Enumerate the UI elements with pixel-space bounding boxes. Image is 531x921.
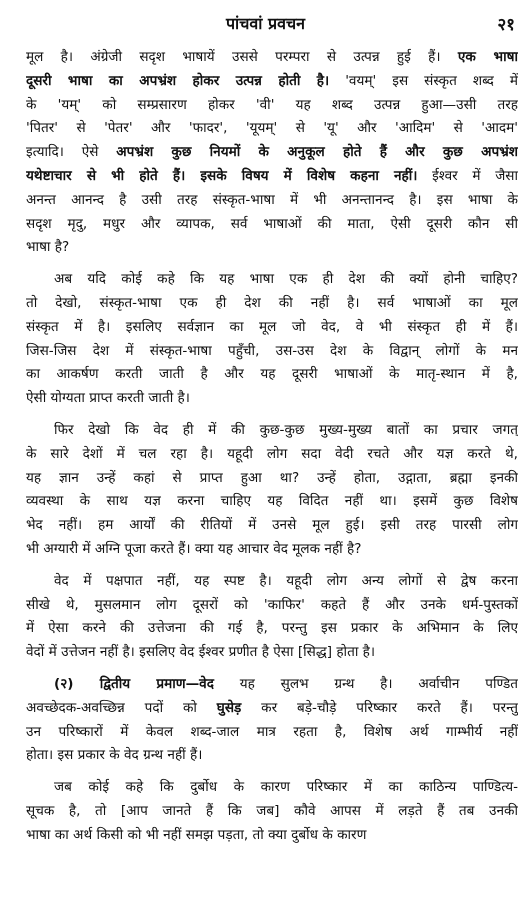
text-run: सदृश मृदु, मधुर और व्यापक, सर्व भाषाओं की माता, ऐसी दूसरी कौन सी bbox=[26, 215, 518, 232]
text-line bbox=[26, 268, 518, 292]
text-line bbox=[26, 594, 518, 618]
text-run: 'पितर' से 'पेतर' और 'फादर', 'यूयम्' से 'यू' और 'आदिम' से 'आदम' bbox=[26, 120, 518, 137]
text-line bbox=[26, 316, 518, 340]
text-line bbox=[26, 570, 518, 594]
text-run: उन परिष्कारों में केवल शब्द-जाल मात्र रहता है, विशेष अर्थ गाम्भीर्य नहीं bbox=[26, 723, 518, 740]
text-line bbox=[26, 443, 518, 467]
paragraph bbox=[26, 776, 518, 847]
text-line bbox=[26, 744, 518, 768]
text-line bbox=[26, 617, 518, 641]
text-run: कर बड़े-चौड़े परिष्कार करते हैं। परन्तु bbox=[241, 699, 518, 716]
text-line bbox=[26, 538, 518, 562]
text-line bbox=[26, 490, 518, 514]
paragraph bbox=[26, 419, 518, 562]
text-run: व्यवस्था के साथ यज्ञ करना चाहिए यह विदित नहीं था। इसमें कुछ विशेष bbox=[26, 493, 518, 510]
text-run: भी अग्यारी में अग्नि पूजा करते हैं। क्या यह आचार वेद मूलक नहीं है? bbox=[26, 540, 362, 557]
running-title: पांचवां प्रवचन bbox=[225, 14, 306, 33]
text-run: यह ज्ञान उन्हें कहां से प्राप्त हुआ था? उन्हें होता, उद्गाता, ब्रह्मा इनकी bbox=[26, 469, 518, 486]
text-run: 'वयम्' इस संस्कृत शब्द में bbox=[329, 72, 518, 89]
page-header bbox=[0, 0, 531, 44]
text-run: जब कोई कहे कि दुर्बोध के कारण परिष्कार में का काठिन्य पाण्डित्य- bbox=[54, 779, 518, 796]
text-line bbox=[26, 165, 518, 189]
text-line bbox=[26, 94, 518, 118]
text-run: वेद में पक्षपात नहीं, यह स्पष्ट है। यहूदी लोग अन्य लोगों से द्वेष करना bbox=[54, 572, 518, 589]
text-run: फिर देखो कि वेद ही में की कुछ-कुछ मुख्य-मुख्य बातों का प्रचार जगत् bbox=[54, 421, 518, 438]
body-text bbox=[26, 46, 518, 856]
paragraph bbox=[26, 268, 518, 411]
text-line bbox=[26, 697, 518, 721]
text-run: यह सुलभ ग्रन्थ है। अर्वाचीन पण्डित bbox=[213, 675, 518, 692]
text-line bbox=[26, 419, 518, 443]
text-line bbox=[26, 363, 518, 387]
text-line bbox=[26, 46, 518, 70]
text-run: भाषा है? bbox=[26, 239, 70, 256]
bold-text: (२) द्वितीय प्रमाण—वेद bbox=[54, 675, 214, 692]
text-line bbox=[26, 387, 518, 411]
text-run: भाषा का अर्थ किसी को भी नहीं समझ पड़ता, तो क्या दुर्बोध के कारण bbox=[26, 826, 367, 843]
bold-text: घुसेड़ bbox=[216, 699, 242, 716]
text-run: का आकर्षण करती जाती है और यह दूसरी भाषाओं के मातृ-स्थान में है, bbox=[26, 366, 518, 383]
text-run: ऐसी योग्यता प्राप्त करती जाती है। bbox=[26, 390, 190, 407]
text-line bbox=[26, 467, 518, 491]
text-line bbox=[26, 117, 518, 141]
text-line bbox=[26, 800, 518, 824]
text-run: अब यदि कोई कहे कि यह भाषा एक ही देश की क्यों होनी चाहिए? bbox=[54, 271, 518, 288]
paragraph bbox=[26, 673, 518, 768]
text-run: अवच्छेदक-अवच्छिन्न पदों को bbox=[26, 699, 217, 716]
text-line bbox=[26, 776, 518, 800]
text-run: के सारे देशों में चल रहा है। यहूदी लोग सदा वेदी रचते और यज्ञ करते थे, bbox=[26, 445, 518, 462]
text-run: अनन्त आनन्द है उसी तरह संस्कृत-भाषा में भी अनन्तानन्द है। इस भाषा के bbox=[26, 191, 518, 208]
text-line bbox=[26, 236, 518, 260]
text-line bbox=[26, 514, 518, 538]
page-number: २१ bbox=[497, 15, 515, 35]
paragraph bbox=[26, 570, 518, 665]
text-run: जिस-जिस देश में संस्कृत-भाषा पहुँची, उस-उस देश के विद्वान् लोगों के मन bbox=[26, 342, 518, 359]
text-run: मूल है। अंग्रेजी सदृश भाषायें उससे परम्परा से उत्पन्न हुई हैं। bbox=[26, 49, 458, 65]
text-run: संस्कृत में है। इसलिए सर्वज्ञान का मूल जो वेद, वे भी संस्कृत ही में हैं। bbox=[26, 318, 518, 335]
text-run: सूचक है, तो [आप जानते हैं कि जब] कौवे आपस में लड़ते हैं तब उनकी bbox=[26, 802, 518, 819]
text-run: भेद नहीं। हम आर्यों की रीतियों में उनसे मूल हुई। इसी तरह पारसी लोग bbox=[26, 517, 518, 534]
text-line bbox=[26, 213, 518, 237]
text-line bbox=[26, 721, 518, 745]
text-line bbox=[26, 824, 518, 848]
text-run: तो देखो, संस्कृत-भाषा एक ही देश की नहीं है। सर्व भाषाओं का मूल bbox=[26, 294, 518, 311]
text-run: ईश्वर में जैसा bbox=[417, 167, 518, 184]
bold-text: यथेष्टाचार से भी होते हैं। इसके विषय में विशेष कहना नहीं। bbox=[26, 167, 418, 184]
text-line bbox=[26, 70, 518, 94]
text-line bbox=[26, 292, 518, 316]
text-run: इत्यादि। ऐसे bbox=[26, 144, 117, 161]
text-line bbox=[26, 673, 518, 697]
text-line bbox=[26, 340, 518, 364]
text-run: होता। इस प्रकार के वेद ग्रन्थ नहीं हैं। bbox=[26, 747, 203, 764]
text-line bbox=[26, 141, 518, 165]
bold-text: एक भाषा bbox=[457, 49, 518, 65]
text-run: के 'यम्' को सम्प्रसारण होकर 'वी' यह शब्द उत्पन्न हुआ—उसी तरह bbox=[26, 96, 518, 113]
text-line bbox=[26, 641, 518, 665]
text-run: सीखे थे, मुसलमान लोग दूसरों को 'काफिर' कहते हैं और उनके धर्म-पुस्तकों bbox=[26, 596, 518, 613]
bold-text: अपभ्रंश कुछ नियमों के अनुकूल होते हैं और कुछ अपभ्रंश bbox=[116, 144, 518, 161]
bold-text: दूसरी भाषा का अपभ्रंश होकर उत्पन्न होती है। bbox=[26, 72, 330, 89]
text-line bbox=[26, 189, 518, 213]
paragraph bbox=[26, 46, 518, 260]
text-run: में ऐसा करने की उत्तेजना की गई है, परन्तु इस प्रकार के अभिमान के लिए bbox=[26, 620, 518, 637]
text-run: वेदों में उत्तेजन नहीं है। इसलिए वेद ईश्वर प्रणीत है ऐसा [सिद्ध] होता है। bbox=[26, 644, 376, 661]
